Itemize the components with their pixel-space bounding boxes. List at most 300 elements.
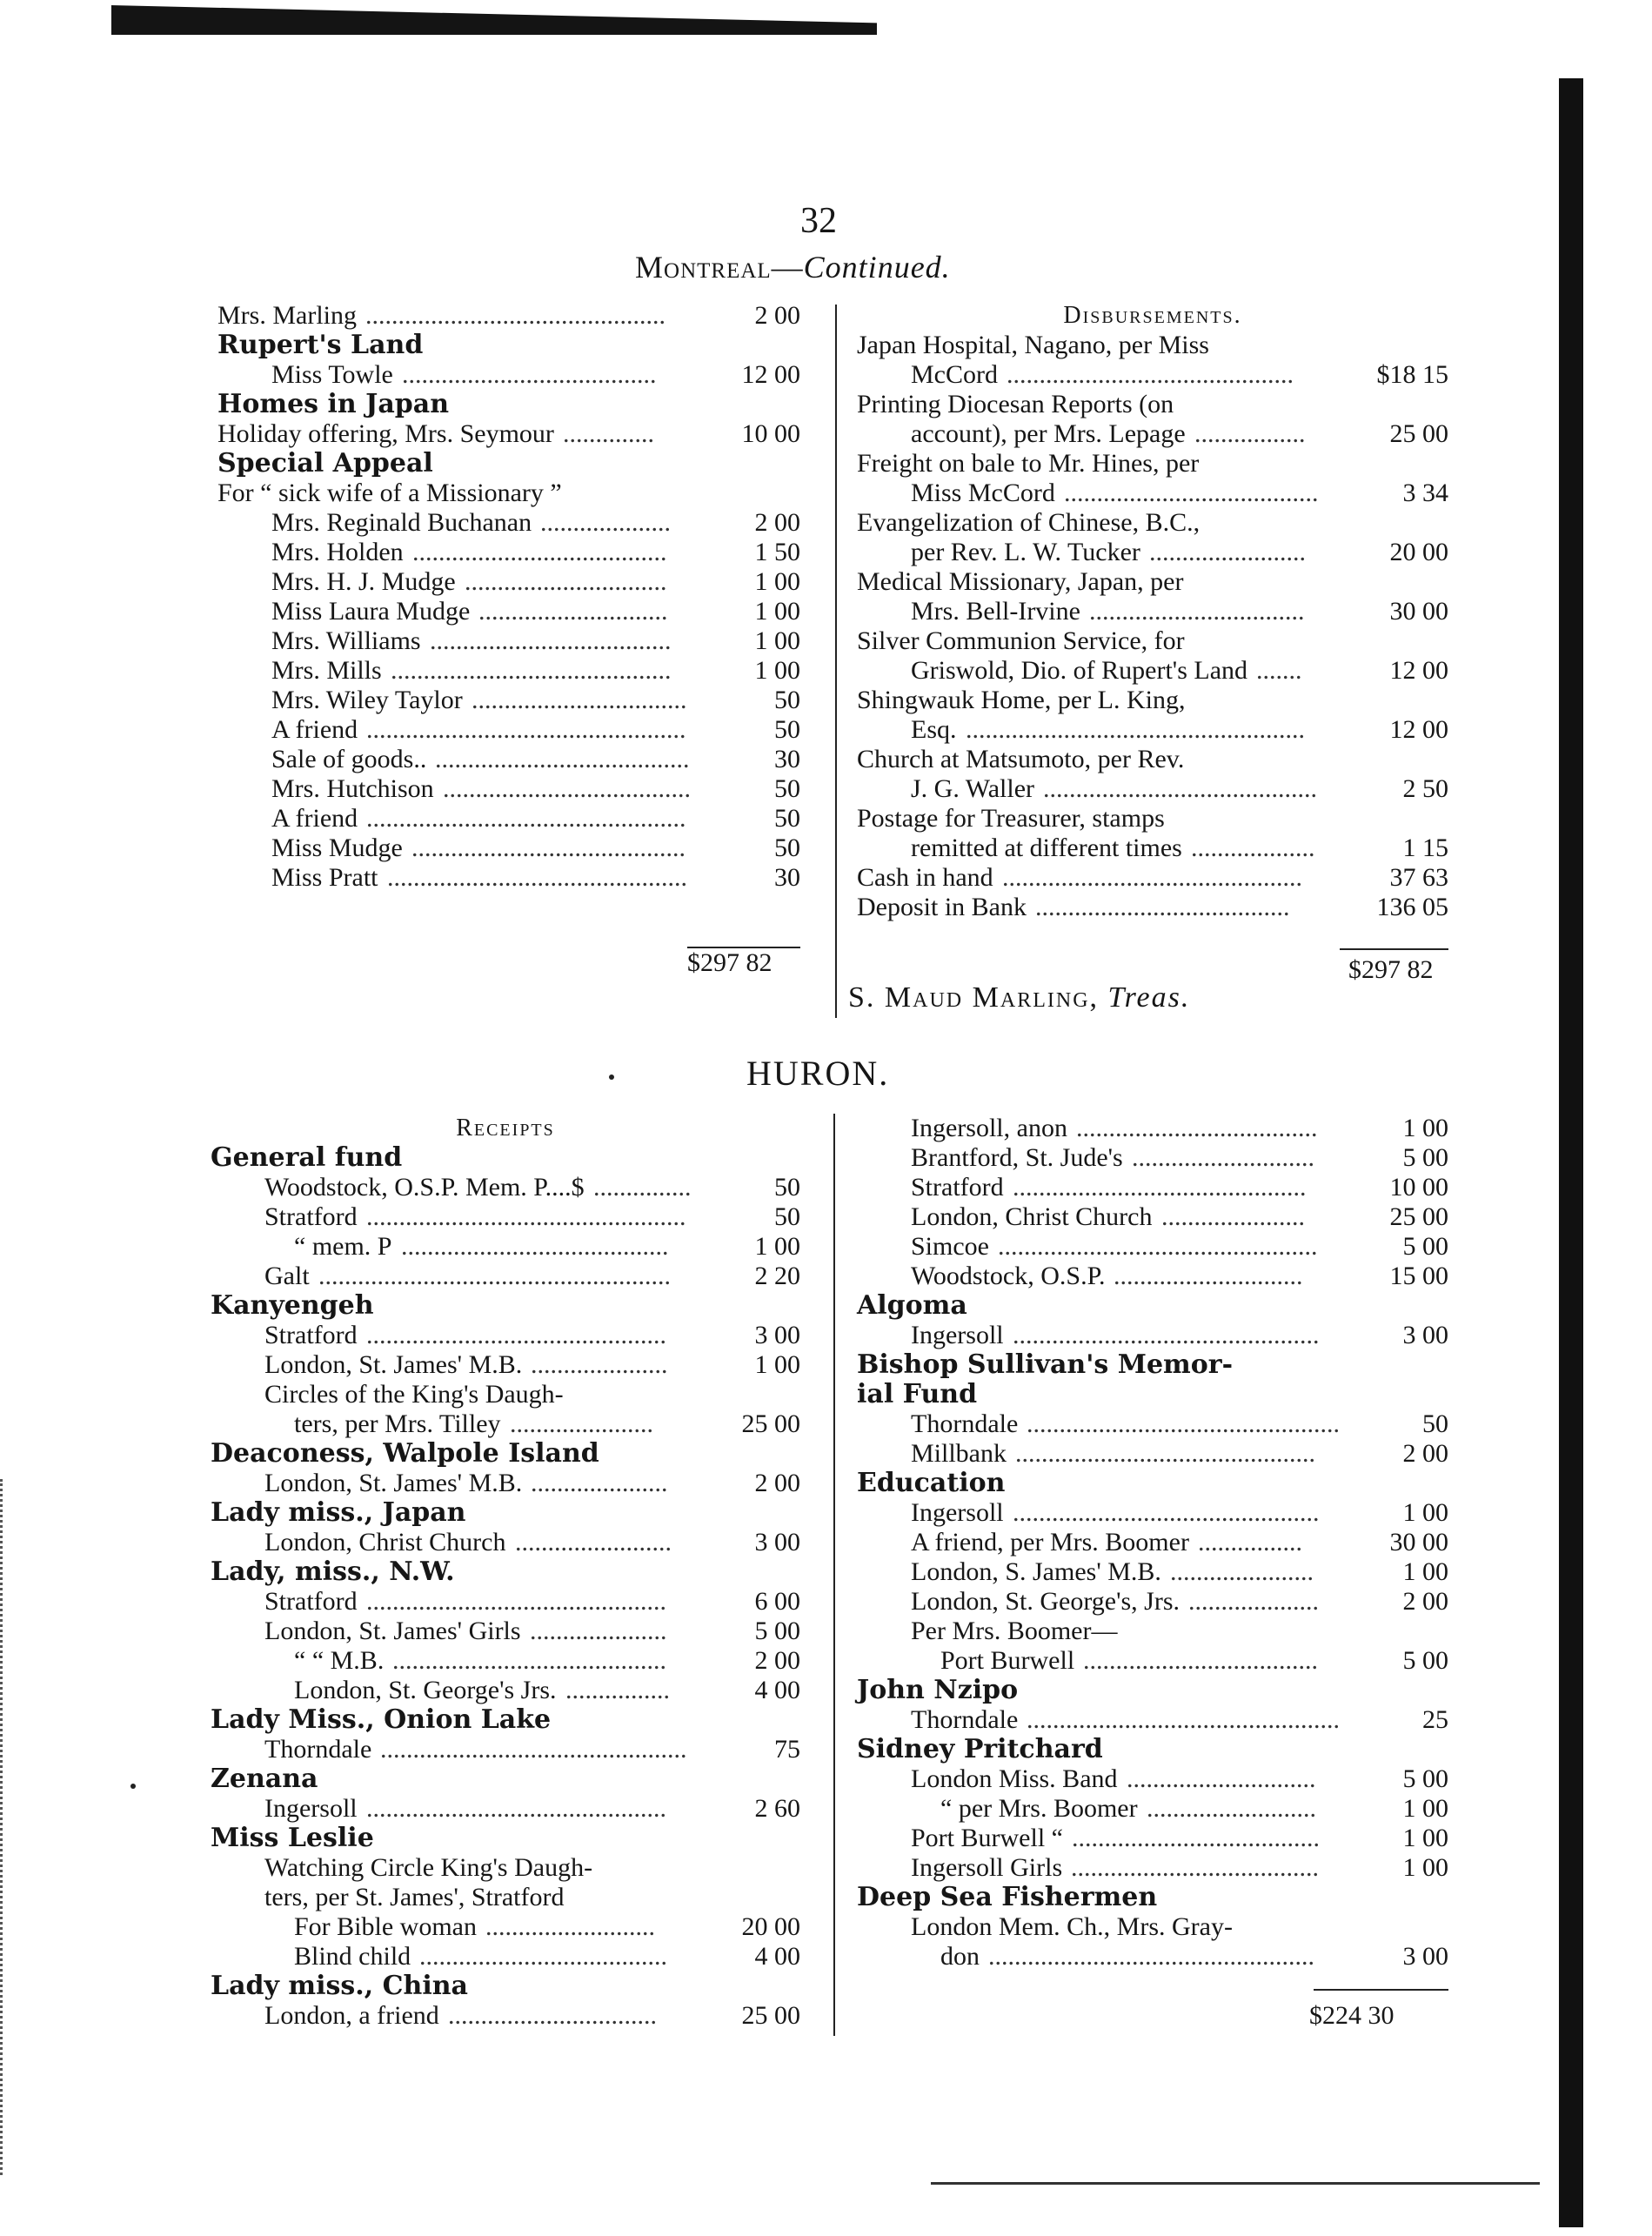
montreal-receipts-total: $297 82 [687, 948, 772, 977]
leader-dots: ....................................... [1035, 893, 1290, 921]
fund-heading: Lady miss., China [211, 1971, 468, 2001]
leader-dots: ....................................... [402, 360, 657, 389]
entry-amount: 1 50 [754, 538, 800, 566]
column-header: Receipts [456, 1115, 555, 1141]
leader-dots: .............................................. [1002, 863, 1302, 892]
entry-amount: 25 [1422, 1705, 1448, 1734]
fund-heading: Deep Sea Fishermen [857, 1882, 1158, 1912]
leader-dots: ....... [1256, 656, 1302, 685]
ledger-entry [857, 1646, 1448, 1676]
entry-amount: 3 00 [754, 1528, 800, 1556]
entry-label: Cash in hand [857, 863, 993, 892]
ledger-entry [857, 597, 1448, 626]
ledger-entry [857, 656, 1448, 686]
entry-label: remitted at different times [911, 833, 1182, 862]
leader-dots: ............................. [478, 597, 668, 626]
ledger-text [857, 745, 1448, 774]
leader-dots: ................ [1198, 1528, 1302, 1556]
entry-amount: 2 50 [1402, 774, 1448, 803]
fund-heading: Lady Miss., Onion Lake [211, 1704, 552, 1735]
ledger-entry [857, 863, 1448, 893]
leader-dots: ................................. [1089, 597, 1305, 626]
ledger-entry [217, 626, 800, 656]
leader-dots: ...................................... [1072, 1824, 1320, 1852]
entry-amount: 10 00 [741, 419, 800, 448]
leader-dots: ...................................... [1071, 1853, 1319, 1882]
ledger-entry [217, 567, 800, 597]
leader-dots: .......................................... [1043, 774, 1317, 803]
ledger-entry [857, 479, 1448, 508]
section-title-huron: HURON. [746, 1054, 890, 1093]
entry-label: Mrs. Mills [271, 656, 382, 685]
entry-amount: 50 [774, 833, 800, 862]
ledger-entry [211, 1262, 800, 1291]
entry-label: Stratford [264, 1321, 358, 1349]
entry-amount: 50 [774, 715, 800, 744]
entry-amount: 5 00 [754, 1617, 800, 1645]
fund-heading: Kanyengeh [211, 1290, 374, 1321]
entry-label: Per Mrs. Boomer— [911, 1617, 1118, 1645]
entry-label: Mrs. H. J. Mudge [271, 567, 456, 596]
entry-amount: 12 00 [1389, 656, 1448, 685]
entry-amount: 1 00 [1402, 1824, 1448, 1852]
entry-label: ters, per St. James', Stratford [264, 1883, 565, 1911]
leader-dots: ..................................... [430, 626, 672, 655]
entry-label: London, S. James' M.B. [911, 1557, 1161, 1586]
leader-dots: .................... [540, 508, 671, 537]
entry-amount: 3 00 [1402, 1321, 1448, 1349]
leader-dots: ................................ [448, 2001, 657, 2030]
ledger-text [857, 626, 1448, 656]
entry-amount: 2 00 [1402, 1587, 1448, 1616]
entry-label: account), per Mrs. Lepage [911, 419, 1186, 448]
fund-heading: General fund [211, 1142, 403, 1173]
leader-dots: .............. [563, 419, 654, 448]
scan-edge-right [1559, 78, 1583, 2227]
entry-amount: 50 [774, 686, 800, 714]
leader-dots: .................................................... [966, 715, 1305, 744]
entry-amount: 3 00 [754, 1321, 800, 1349]
leader-dots: ................................................. [366, 804, 686, 833]
entry-amount: 1 00 [754, 567, 800, 596]
fund-heading: Lady, miss., N.W. [211, 1556, 455, 1587]
ledger-entry [211, 1735, 800, 1764]
fund-heading: Education [857, 1468, 1006, 1498]
entry-label: don [940, 1942, 980, 1971]
ledger-entry [857, 1114, 1448, 1143]
ledger-entry [857, 1824, 1448, 1853]
leader-dots: ................................................ [1027, 1705, 1340, 1734]
entry-label: Ingersoll [911, 1321, 1004, 1349]
leader-dots: ............................................ [1007, 360, 1294, 389]
entry-label: Millbank [911, 1439, 1007, 1468]
ledger-entry [211, 1202, 800, 1232]
entry-label: Deposit in Bank [857, 893, 1027, 921]
leader-dots: ................................................. [366, 1202, 686, 1231]
leader-dots: .............................................. [387, 863, 687, 892]
leader-dots: ................................................. [998, 1232, 1318, 1261]
entry-label: Silver Communion Service, for [857, 626, 1185, 655]
entry-amount: 2 00 [754, 1469, 800, 1497]
ledger-text [857, 1912, 1448, 1942]
leader-dots: ........................................... [391, 656, 672, 685]
ledger-entry [217, 686, 800, 715]
leader-dots: .............................................. [1015, 1439, 1315, 1468]
entry-amount: 25 00 [1389, 1202, 1448, 1231]
leader-dots: ..................... [531, 1350, 668, 1379]
ledger-entry [217, 508, 800, 538]
leader-dots: ............................................... [1013, 1321, 1320, 1349]
ledger-entry [857, 419, 1448, 449]
entry-label: Brantford, St. Jude's [911, 1143, 1123, 1172]
entry-label: Griswold, Dio. of Rupert's Land [911, 656, 1248, 685]
entry-amount: 136 05 [1376, 893, 1448, 921]
ledger-entry [211, 1350, 800, 1380]
entry-label: Thorndale [264, 1735, 372, 1764]
montreal-disbursements-column [857, 301, 1448, 922]
leader-dots: .............................................. [365, 301, 665, 330]
entry-label: A friend, per Mrs. Boomer [911, 1528, 1189, 1556]
speck [130, 1784, 136, 1789]
scan-edge-bottom [931, 2182, 1540, 2185]
leader-dots: ................................. [472, 686, 687, 714]
leader-dots: ..................... [530, 1617, 667, 1645]
fund-heading: Miss Leslie [211, 1823, 374, 1853]
entry-amount: 5 00 [1402, 1143, 1448, 1172]
leader-dots: ................................................. [366, 715, 686, 744]
ledger-entry [857, 1202, 1448, 1232]
entry-label: London Miss. Band [911, 1764, 1118, 1793]
entry-label: London, Christ Church [264, 1528, 506, 1556]
entry-amount: 1 00 [1402, 1114, 1448, 1142]
entry-amount: 1 00 [754, 1232, 800, 1261]
treasurer-title: Treas. [1107, 981, 1191, 1014]
ledger-entry [857, 1232, 1448, 1262]
ledger-entry [857, 1143, 1448, 1173]
entry-label: Shingwauk Home, per L. King, [857, 686, 1186, 714]
entry-amount: 25 00 [741, 1409, 800, 1438]
ledger-entry [211, 1794, 800, 1824]
entry-label: London Mem. Ch., Mrs. Gray- [911, 1912, 1233, 1941]
entry-label: Miss Pratt [271, 863, 378, 892]
entry-label: “ mem. P [294, 1232, 392, 1261]
ledger-text [857, 686, 1448, 715]
ledger-text [857, 1617, 1448, 1646]
entry-label: Thorndale [911, 1409, 1019, 1438]
entry-amount: 2 00 [1402, 1439, 1448, 1468]
leader-dots: ....................................... [412, 538, 667, 566]
speck [609, 1074, 614, 1080]
ledger-entry [857, 1321, 1448, 1350]
entry-label: Blind child [294, 1942, 411, 1971]
entry-amount: 1 00 [754, 1350, 800, 1379]
entry-label: Watching Circle King's Daugh- [264, 1853, 593, 1882]
entry-amount: 1 00 [1402, 1853, 1448, 1882]
entry-label: Ingersoll [264, 1794, 358, 1823]
entry-label: Thorndale [911, 1705, 1019, 1734]
entry-label: Evangelization of Chinese, B.C., [857, 508, 1201, 537]
entry-label: Printing Diocesan Reports (on [857, 390, 1174, 418]
leader-dots: .................................... [1083, 1646, 1318, 1675]
entry-amount: 37 63 [1389, 863, 1448, 892]
leader-dots: ................ [565, 1676, 670, 1704]
leader-dots: ..................... [531, 1469, 668, 1497]
entry-label: Freight on bale to Mr. Hines, per [857, 449, 1200, 478]
entry-label: London, a friend [264, 2001, 439, 2030]
entry-label: Japan Hospital, Nagano, per Miss [857, 331, 1209, 359]
entry-amount: 3 34 [1402, 479, 1448, 507]
ledger-entry [211, 1528, 800, 1557]
entry-label: Mrs. Hutchison [271, 774, 434, 803]
ledger-entry [217, 656, 800, 686]
leader-dots: ................................................ [1027, 1409, 1340, 1438]
leader-dots: .................................................. [988, 1942, 1314, 1971]
entry-amount: 1 00 [754, 656, 800, 685]
entry-label: J. G. Waller [911, 774, 1035, 803]
leader-dots: .............................................. [366, 1794, 666, 1823]
ledger-entry [217, 804, 800, 833]
leader-dots: ............................ [1132, 1143, 1314, 1172]
ledger-entry [217, 863, 800, 893]
ledger-entry [211, 1409, 800, 1439]
fund-heading: Homes in Japan [217, 389, 450, 419]
treasurer-name: S. Maud Marling, [848, 981, 1100, 1014]
entry-label: Miss McCord [911, 479, 1055, 507]
entry-amount: 30 [774, 863, 800, 892]
ledger-entry [217, 715, 800, 745]
ledger-entry [857, 360, 1448, 390]
huron-receipts-right-column [857, 1114, 1448, 1972]
entry-amount: 25 00 [1389, 419, 1448, 448]
entry-label: A friend [271, 804, 358, 833]
column-divider-montreal [835, 305, 837, 1018]
fund-heading: Algoma [857, 1290, 967, 1321]
ledger-entry [217, 745, 800, 774]
entry-label: Medical Missionary, Japan, per [857, 567, 1184, 596]
entry-amount: 75 [774, 1735, 800, 1764]
entry-label: Mrs. Marling [217, 301, 357, 330]
ledger-text [857, 567, 1448, 597]
leader-dots: ............................................... [1013, 1498, 1320, 1527]
entry-amount: $18 15 [1376, 360, 1448, 389]
montreal-receipts-column [217, 301, 800, 893]
entry-label: A friend [271, 715, 358, 744]
entry-amount: 50 [774, 1202, 800, 1231]
leader-dots: ...................................................... [318, 1262, 671, 1290]
ledger-entry [857, 1853, 1448, 1883]
entry-amount: 50 [774, 1173, 800, 1202]
entry-label: ters, per Mrs. Tilley [294, 1409, 501, 1438]
ledger-entry [217, 419, 800, 449]
huron-receipts-left-column [211, 1114, 800, 2031]
ledger-entry [857, 538, 1448, 567]
entry-label: London, St. James' Girls [264, 1617, 521, 1645]
leader-dots: ............................................... [380, 1735, 687, 1764]
entry-label: Circles of the King's Daugh- [264, 1380, 564, 1409]
entry-amount: 1 15 [1402, 833, 1448, 862]
entry-label: Stratford [911, 1173, 1004, 1202]
ledger-entry [857, 1587, 1448, 1617]
ledger-entry [857, 1409, 1448, 1439]
entry-label: Stratford [264, 1587, 358, 1616]
leader-dots: ....................................... [435, 745, 690, 773]
ledger-entry [857, 1173, 1448, 1202]
entry-amount: 2 00 [754, 508, 800, 537]
entry-amount: 6 00 [754, 1587, 800, 1616]
ledger-entry [211, 1942, 800, 1972]
entry-label: London, St. George's Jrs. [294, 1676, 557, 1704]
scan-edge-left [0, 1479, 11, 2175]
leader-dots: ..................................... [1076, 1114, 1318, 1142]
entry-amount: 15 00 [1389, 1262, 1448, 1290]
ledger-entry [217, 597, 800, 626]
ledger-entry [211, 1173, 800, 1202]
entry-label: “ per Mrs. Boomer [940, 1794, 1138, 1823]
entry-amount: 25 00 [741, 2001, 800, 2030]
ledger-entry [217, 360, 800, 390]
entry-amount: 1 00 [1402, 1557, 1448, 1586]
entry-label: Mrs. Reginald Buchanan [271, 508, 532, 537]
entry-label: Simcoe [911, 1232, 989, 1261]
fund-heading: Rupert's Land [217, 330, 424, 360]
entry-amount: 2 00 [754, 301, 800, 330]
entry-label: Ingersoll, anon [911, 1114, 1067, 1142]
section-title-montreal-suffix: Continued. [803, 250, 951, 285]
entry-label: Postage for Treasurer, stamps [857, 804, 1165, 833]
entry-amount: 30 00 [1389, 597, 1448, 626]
entry-label: London, Christ Church [911, 1202, 1153, 1231]
column-header: Disbursements. [1063, 302, 1242, 329]
ledger-text [857, 390, 1448, 419]
page-number: 32 [800, 201, 837, 241]
fund-heading: Special Appeal [217, 448, 433, 479]
huron-total: $224 30 [1309, 2001, 1395, 2030]
entry-amount: 1 00 [754, 626, 800, 655]
entry-amount: 2 00 [754, 1646, 800, 1675]
entry-label: Sale of goods.. [271, 745, 427, 773]
entry-amount: 5 00 [1402, 1646, 1448, 1675]
ledger-entry [857, 1439, 1448, 1469]
entry-label: London, St. James' M.B. [264, 1469, 523, 1497]
leader-dots: ............................................. [1013, 1173, 1307, 1202]
entry-amount: 1 00 [1402, 1794, 1448, 1823]
leader-dots: ............................. [1127, 1764, 1316, 1793]
entry-label: Church at Matsumoto, per Rev. [857, 745, 1185, 773]
ledger-text [211, 1380, 800, 1409]
leader-dots: .................... [1188, 1587, 1319, 1616]
entry-label: Mrs. Bell-Irvine [911, 597, 1080, 626]
ledger-entry [217, 538, 800, 567]
entry-label: Miss Laura Mudge [271, 597, 471, 626]
entry-label: Ingersoll [911, 1498, 1004, 1527]
ledger-entry [857, 1557, 1448, 1587]
entry-amount: 4 00 [754, 1676, 800, 1704]
leader-dots: ...................................... [419, 1942, 667, 1971]
ledger-entry [211, 1617, 800, 1646]
entry-label: For “ sick wife of a Missionary ” [217, 479, 562, 507]
ledger-text [857, 508, 1448, 538]
leader-dots: ........................ [515, 1528, 672, 1556]
entry-label: Stratford [264, 1202, 358, 1231]
scan-edge-top [111, 5, 877, 35]
entry-amount: 1 00 [1402, 1498, 1448, 1527]
entry-label: Mrs. Wiley Taylor [271, 686, 463, 714]
fund-heading: Bishop Sullivan's Memor- [857, 1349, 1234, 1380]
ledger-entry [857, 833, 1448, 863]
ledger-entry [211, 1587, 800, 1617]
leader-dots: .......................................... [392, 1646, 666, 1675]
ledger-entry [857, 1705, 1448, 1735]
ledger-entry [857, 1262, 1448, 1291]
section-title-montreal: Montreal—Continued. [635, 250, 951, 285]
entry-label: London, St. James' M.B. [264, 1350, 523, 1379]
leader-dots: ...................... [510, 1409, 653, 1438]
fund-heading: ial Fund [857, 1379, 978, 1409]
entry-amount: 50 [774, 774, 800, 803]
leader-dots: ......................................... [401, 1232, 669, 1261]
entry-amount: 12 00 [1389, 715, 1448, 744]
ledger-entry [857, 1498, 1448, 1528]
leader-dots: ...................................... [443, 774, 691, 803]
entry-label: London, St. George's, Jrs. [911, 1587, 1180, 1616]
ledger-entry [217, 774, 800, 804]
ledger-entry [217, 833, 800, 863]
ledger-entry [211, 1321, 800, 1350]
ledger-text [211, 1883, 800, 1912]
ledger-text [211, 1853, 800, 1883]
ledger-entry [857, 1794, 1448, 1824]
ledger-entry [217, 301, 800, 331]
entry-amount: 3 00 [1402, 1942, 1448, 1971]
leader-dots: .......................................... [411, 833, 686, 862]
entry-label: Ingersoll Girls [911, 1853, 1063, 1882]
leader-dots: ................... [1191, 833, 1315, 862]
montreal-disbursements-total-rule [1340, 948, 1448, 950]
ledger-entry [857, 1764, 1448, 1794]
entry-label: “ “ M.B. [294, 1646, 385, 1675]
leader-dots: ...................... [1161, 1202, 1305, 1231]
leader-dots: .......................... [1147, 1794, 1316, 1823]
leader-dots: .......................... [485, 1912, 655, 1941]
leader-dots: ............................... [465, 567, 667, 596]
leader-dots: ............... [593, 1173, 692, 1202]
entry-label: Port Burwell [940, 1646, 1075, 1675]
leader-dots: ....................................... [1064, 479, 1319, 507]
entry-amount: 50 [774, 804, 800, 833]
entry-amount: 50 [1422, 1409, 1448, 1438]
ledger-entry [857, 715, 1448, 745]
entry-amount: 30 [774, 745, 800, 773]
treasurer-signature [848, 981, 1190, 1014]
entry-label: Esq. [911, 715, 957, 744]
entry-label: McCord [911, 360, 998, 389]
montreal-disbursements-total: $297 82 [1348, 955, 1434, 984]
entry-amount: 2 60 [754, 1794, 800, 1823]
ledger-text [857, 804, 1448, 833]
leader-dots: .............................................. [366, 1587, 666, 1616]
leader-dots: ............................. [1114, 1262, 1303, 1290]
ledger-entry [211, 1646, 800, 1676]
entry-label: Holiday offering, Mrs. Seymour [217, 419, 554, 448]
ledger-entry [211, 2001, 800, 2031]
leader-dots: ........................ [1149, 538, 1306, 566]
ledger-entry [857, 893, 1448, 922]
entry-label: Miss Mudge [271, 833, 403, 862]
fund-heading: Sidney Pritchard [857, 1734, 1103, 1764]
entry-amount: 20 00 [1389, 538, 1448, 566]
entry-amount: 5 00 [1402, 1232, 1448, 1261]
entry-label: For Bible woman [294, 1912, 477, 1941]
